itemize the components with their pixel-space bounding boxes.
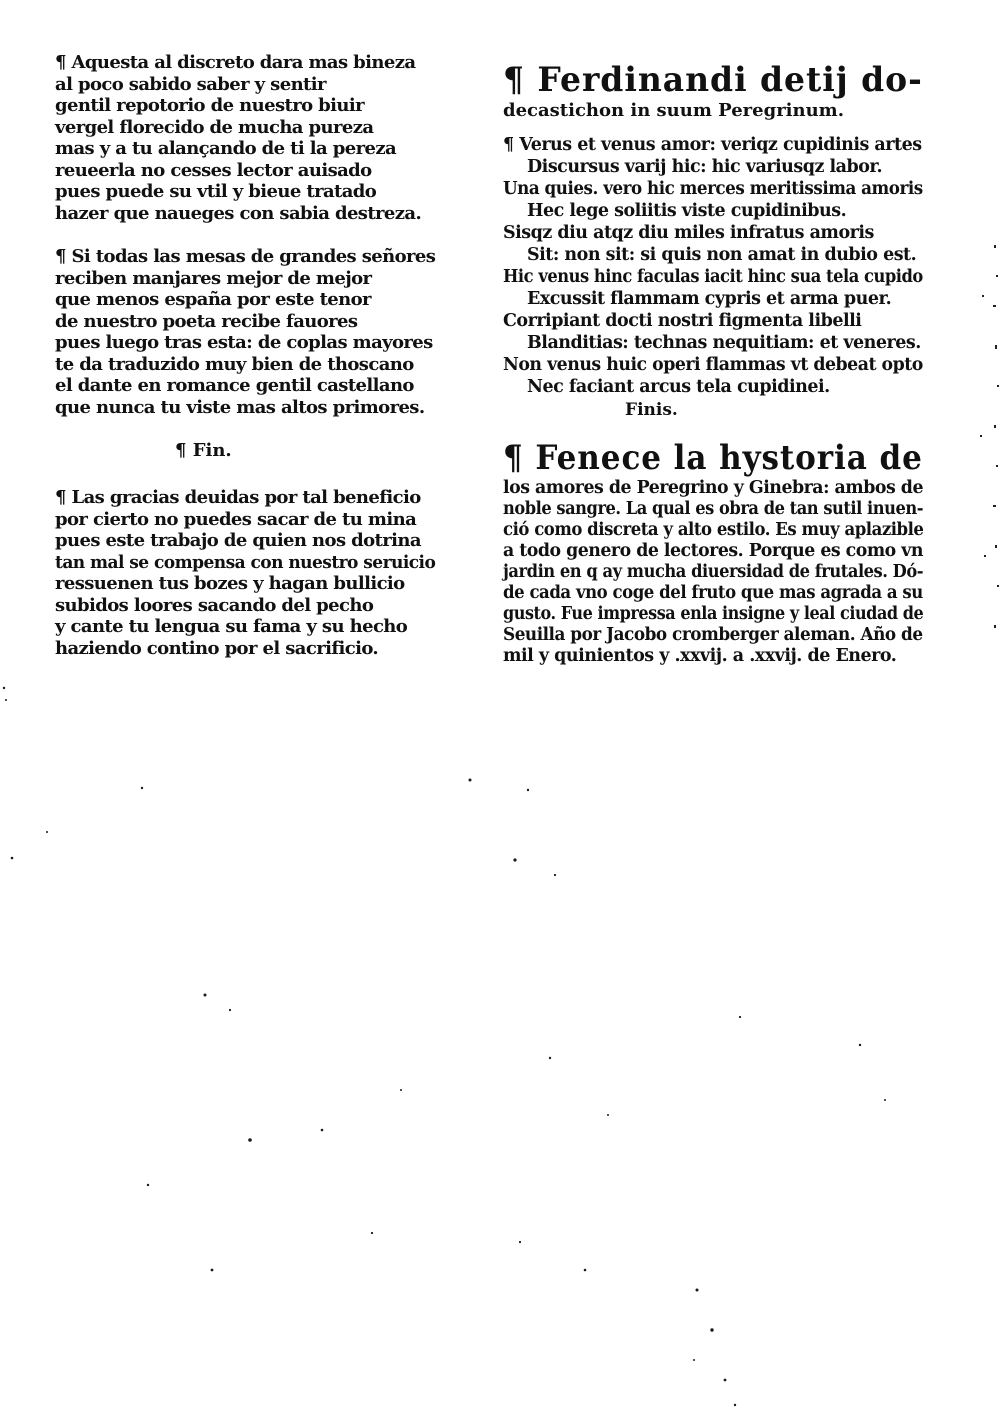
distich-line: Una quies. vero hic merces meritissima amoris bbox=[503, 179, 923, 199]
verse-line: que nunca tu viste mas altos primores. bbox=[55, 396, 425, 418]
verse-line: pues este trabajo de quien nos dotrina bbox=[55, 530, 421, 551]
distich-line: Hic venus hinc faculas iacit hinc sua tela cupido bbox=[503, 267, 923, 287]
distich-line: Corripiant docti nostri figmenta libelli bbox=[503, 311, 862, 331]
finis-marker: Finis. bbox=[625, 400, 678, 420]
colophon-line: Seuilla por Jacobo cromberger aleman. Año de bbox=[503, 625, 923, 645]
verse-line: pues puede su vtil y bieue tratado bbox=[55, 181, 377, 202]
colophon-line: los amores de Peregrino y Ginebra: ambos de bbox=[503, 478, 924, 498]
distich-line: Nec faciant arcus tela cupidinei. bbox=[527, 377, 830, 397]
poem-subheading: decastichon in suum Peregrinum. bbox=[503, 100, 844, 121]
distich-line: Blanditias: technas nequitiam: et veneres. bbox=[527, 333, 921, 353]
verse-line: tan mal se compensa con nuestro seruicio bbox=[55, 551, 436, 573]
verse-line: subidos loores sacando del pecho bbox=[55, 594, 374, 616]
verse-line: al poco sabido saber y sentir bbox=[55, 73, 326, 95]
verse-line: y cante tu lengua su fama y su hecho bbox=[55, 616, 408, 637]
colophon-line: mil y quinientos y .xxvij. a .xxvij. de Enero. bbox=[503, 646, 897, 666]
verse-line: haziendo contino por el sacrificio. bbox=[55, 637, 379, 659]
verse-line: reueerla no cesses lector auisado bbox=[55, 159, 372, 181]
distich-line: Sit: non sit: si quis non amat in dubio est. bbox=[527, 245, 917, 265]
colophon-line: de cada vno coge del fruto que mas agrada a su bbox=[503, 583, 923, 603]
verse-line: hazer que naueges con sabia destreza. bbox=[55, 202, 422, 224]
poem-heading: ¶ Ferdinandi detij do- bbox=[503, 60, 923, 100]
distich-line: Sisqz diu atqz diu miles infratus amoris bbox=[503, 223, 874, 243]
colophon-line: gusto. Fue impressa enla insigne y leal ciudad de bbox=[503, 604, 924, 624]
colophon-line: noble sangre. La qual es obra de tan sutil inuen- bbox=[503, 499, 923, 519]
verse-line: te da traduzido muy bien de thoscano bbox=[55, 353, 414, 375]
verse-line: pues luego tras esta: de coplas mayores bbox=[55, 332, 433, 353]
distich-line: ¶ Verus et venus amor: veriqz cupidinis artes bbox=[503, 135, 922, 155]
distich-line: Discursus varij hic: hic variusqz labor. bbox=[527, 157, 883, 177]
verse-line: ¶ Las gracias deuidas por tal beneficio bbox=[55, 487, 421, 508]
verse-line: gentil repotorio de nuestro biuir bbox=[55, 95, 364, 116]
fin-marker: ¶ Fin. bbox=[175, 440, 232, 461]
distich-line: Excussit flammam cypris et arma puer. bbox=[527, 289, 892, 309]
colophon-line: ció como discreta y alto estilo. Es muy aplazible bbox=[503, 520, 924, 540]
verse-line: ¶ Aquesta al discreto dara mas bineza bbox=[55, 52, 416, 73]
verse-line: mas y a tu alançando de ti la pereza bbox=[55, 138, 397, 159]
verse-line: vergel florecido de mucha pureza bbox=[55, 116, 374, 138]
verse-line: de nuestro poeta recibe fauores bbox=[55, 310, 358, 332]
verse-line: que menos españa por este tenor bbox=[55, 289, 371, 310]
verse-line: reciben manjares mejor de mejor bbox=[55, 267, 372, 289]
distich-line: Non venus huic operi flammas vt debeat opto bbox=[503, 355, 923, 375]
verse-line: por cierto no puedes sacar de tu mina bbox=[55, 508, 417, 530]
verse-line: el dante en romance gentil castellano bbox=[55, 375, 414, 396]
colophon-heading: ¶ Fenece la hystoria de bbox=[503, 438, 923, 478]
verse-line: ¶ Si todas las mesas de grandes señores bbox=[55, 246, 436, 267]
verse-line: ressuenen tus bozes y hagan bullicio bbox=[55, 573, 405, 594]
distich-line: Hec lege soliitis viste cupidinibus. bbox=[527, 201, 847, 221]
colophon-line: a todo genero de lectores. Porque es como vn bbox=[503, 541, 923, 561]
colophon-line: jardin en q ay mucha diuersidad de frutales. Dó- bbox=[503, 562, 924, 582]
